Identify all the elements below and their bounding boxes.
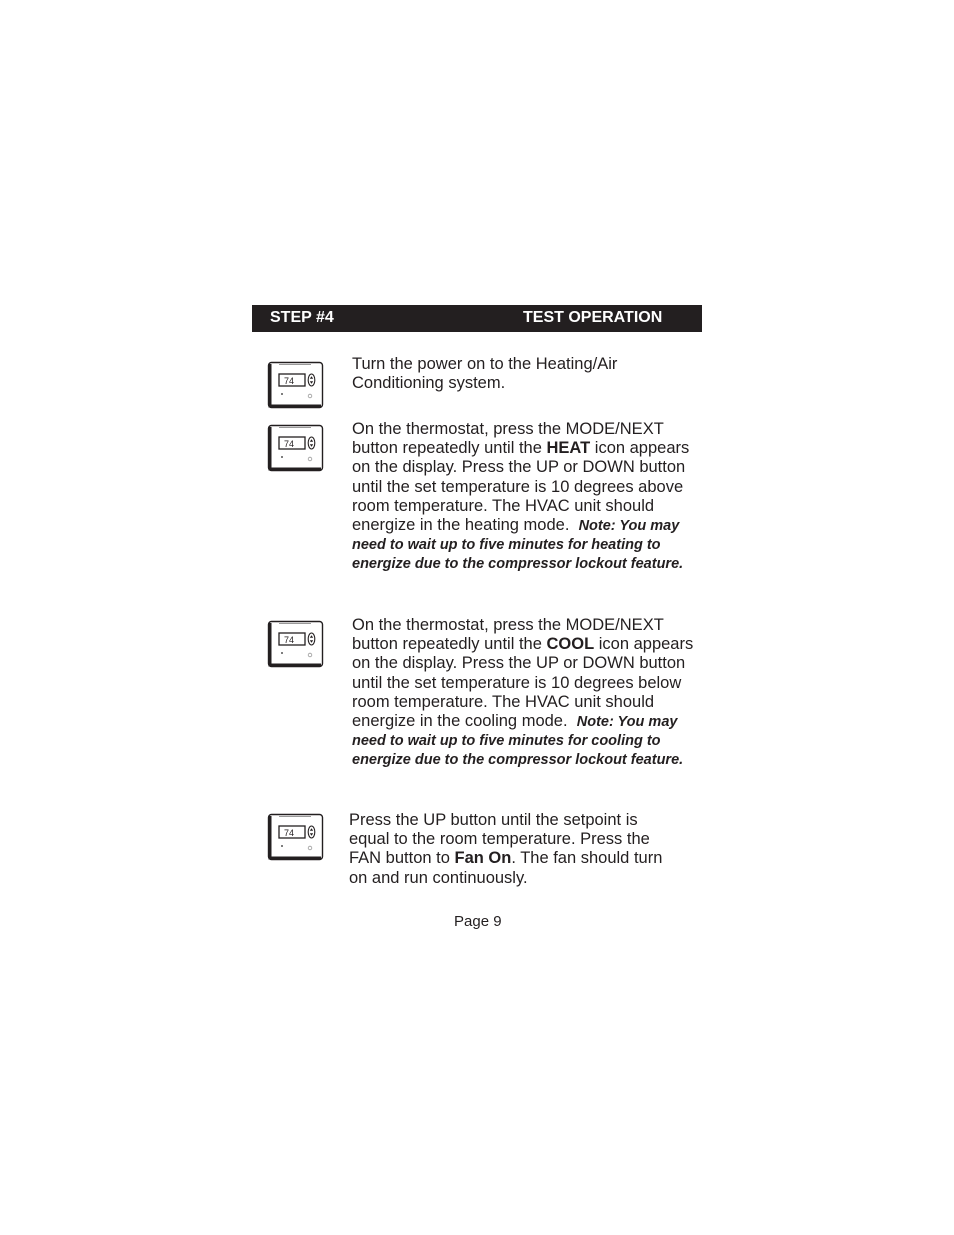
thermostat-icon xyxy=(267,361,325,409)
step-header-bar xyxy=(252,305,702,332)
instruction-fan-test xyxy=(349,811,682,888)
instruction-text: On the thermostat, press the MODE/NEXT button repeatedly until the xyxy=(352,420,664,458)
note-heating: Note: You may need to wait up to five minutes for heating to energize due to the compressor lockout feature. xyxy=(352,518,684,573)
cool-keyword: COOL xyxy=(546,635,595,654)
instruction-power-on: Turn the power on to the Heating/Air Conditioning system. xyxy=(352,355,618,393)
heat-keyword: HEAT xyxy=(546,439,591,458)
note-cooling: Note: You may need to wait up to five minutes for cooling to energize due to the compressor lockout feature. xyxy=(352,714,684,769)
instruction-text: icon appears on the display. Press the UP or DOWN button until the set temperature is 10 degrees below room temperature. The HVAC unit should energize in the cooling mode. xyxy=(352,635,694,731)
instruction-text: icon appears on the display. Press the UP or DOWN button until the set temperature is 10 degrees above room temperature. The HVAC unit should energize in the heating mode. xyxy=(352,439,690,535)
step-number: STEP #4 xyxy=(270,309,334,326)
step-title: TEST OPERATION xyxy=(523,309,663,326)
instruction-text: On the thermostat, press the MODE/NEXT button repeatedly until the xyxy=(352,616,664,654)
thermostat-icon xyxy=(267,813,325,861)
thermostat-icon xyxy=(267,620,325,668)
thermostat-icon xyxy=(267,424,325,472)
instruction-heat-test xyxy=(352,420,702,574)
instruction-text: . The fan should turn on and run continuously. xyxy=(349,849,663,887)
instruction-cool-test xyxy=(352,616,702,770)
display-readout: 74 xyxy=(284,828,295,838)
instruction-text: Press the UP button until the setpoint is equal to the room temperature. Press the FAN button to xyxy=(349,811,650,868)
display-readout: 74 xyxy=(284,376,295,386)
display-readout: 74 xyxy=(284,439,295,449)
fan-on-keyword: Fan On xyxy=(454,849,512,868)
page-number: Page 9 xyxy=(454,913,502,930)
display-readout: 74 xyxy=(284,635,295,645)
